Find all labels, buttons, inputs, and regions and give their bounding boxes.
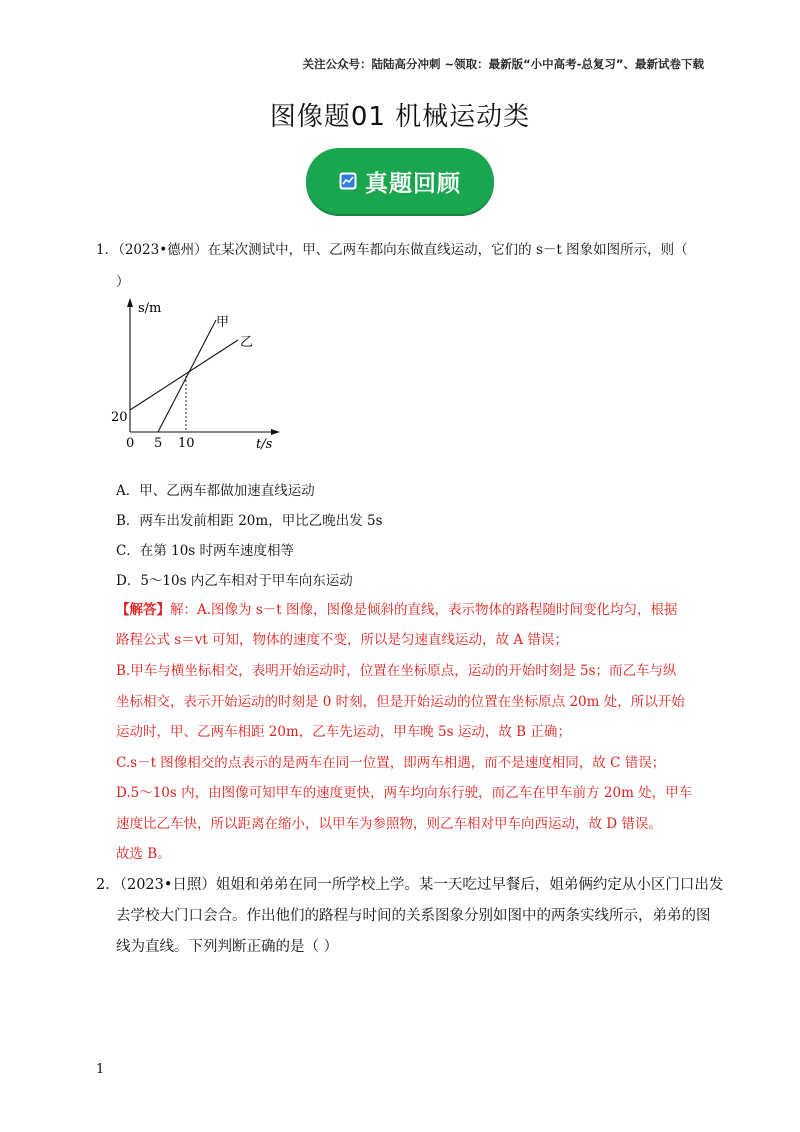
x-tick-label-10: 10 [178, 436, 195, 451]
q1-answer-line-2: 路程公式 s＝vt 可知，物体的速度不变，所以是匀速直线运动，故 A 错误； [116, 632, 568, 648]
q1-option-a: A．甲、乙两车都做加速直线运动 [116, 483, 315, 499]
page-title: 图像题01 机械运动类 [269, 102, 531, 132]
q2-line-1: 2．（2023•日照）姐姐和弟弟在同一所学校上学。某一天吃过早餐后，姐弟俩约定从小区门口出发 [96, 877, 724, 893]
q2-line-2: 去学校大门口会合。作出他们的路程与时间的关系图象分别如图中的两条实线所示，弟弟的图 [116, 908, 711, 924]
answer-tag: 【解答】 [116, 602, 170, 618]
line-yi [130, 340, 238, 410]
line-label-jia: 甲 [216, 315, 230, 330]
q1-stem: 1．（2023•德州）在某次测试中，甲、乙两车都向东做直线运动，它们的 s－t 图象如图所示，则（ [96, 242, 688, 258]
q1-answer-line-9: 故选 B。 [116, 846, 171, 862]
q1-answer-line-3: B.甲车与横坐标相交，表明开始运动时，位置在坐标原点，运动的开始时刻是 5s；而乙车与纵 [116, 663, 677, 679]
badge-label: 真题回顾 [365, 170, 461, 197]
x-axis-label: t/s [256, 437, 273, 452]
section-badge [306, 148, 494, 214]
x-tick-label-0: 0 [126, 436, 135, 451]
q1-answer-line-6: C.s－t 图像相交的点表示的是两车在同一位置，即两车相遇，而不是速度相同，故 C 错误； [116, 755, 666, 771]
q1-answer-line-1 [116, 598, 716, 618]
q1-st-graph [108, 290, 288, 455]
header-note: 关注公众号：陆陆高分冲刺 ~领取：最新版“小中高考-总复习”、最新试卷下载 [302, 57, 704, 71]
chart-icon [339, 172, 357, 190]
answer-text: 解：A.图像为 s－t 图像，图像是倾斜的直线，表示物体的路程随时间变化均匀，根据 [170, 602, 678, 618]
page-number: 1 [96, 1062, 105, 1077]
q1-answer-line-4: 坐标相交，表示开始运动的时刻是 0 时刻，但是开始运动的位置在坐标原点 20m 处，所以开始 [116, 694, 685, 710]
x-tick-label-5: 5 [154, 436, 163, 451]
q1-option-d: D．5～10s 内乙车相对于甲车向东运动 [116, 573, 353, 589]
q1-option-b: B．两车出发前相距 20m，甲比乙晚出发 5s [116, 513, 383, 529]
q2-line-3: 线为直线。下列判断正确的是（ ） [116, 939, 339, 955]
q1-answer-line-5: 运动时，甲、乙两车相距 20m，乙车先运动，甲车晚 5s 运动，故 B 正确； [116, 724, 571, 740]
x-axis-arrow [271, 429, 280, 435]
q1-answer-line-7: D.5～10s 内，由图像可知甲车的速度更快，两车均向东行驶，而乙车在甲车前方 20m 处，甲车 [116, 785, 693, 801]
q1-paren-close: ） [116, 274, 130, 290]
q1-answer-line-8: 速度比乙车快，所以距离在缩小，以甲车为参照物，则乙车相对甲车向西运动，故 D 错误。 [116, 816, 662, 832]
line-label-yi: 乙 [240, 335, 254, 350]
y-tick-label: 20 [111, 410, 128, 425]
y-axis-arrow [127, 298, 133, 307]
q1-option-c: C．在第 10s 时两车速度相等 [116, 543, 295, 559]
line-jia [158, 320, 216, 432]
y-axis-label: s/m [138, 301, 162, 316]
